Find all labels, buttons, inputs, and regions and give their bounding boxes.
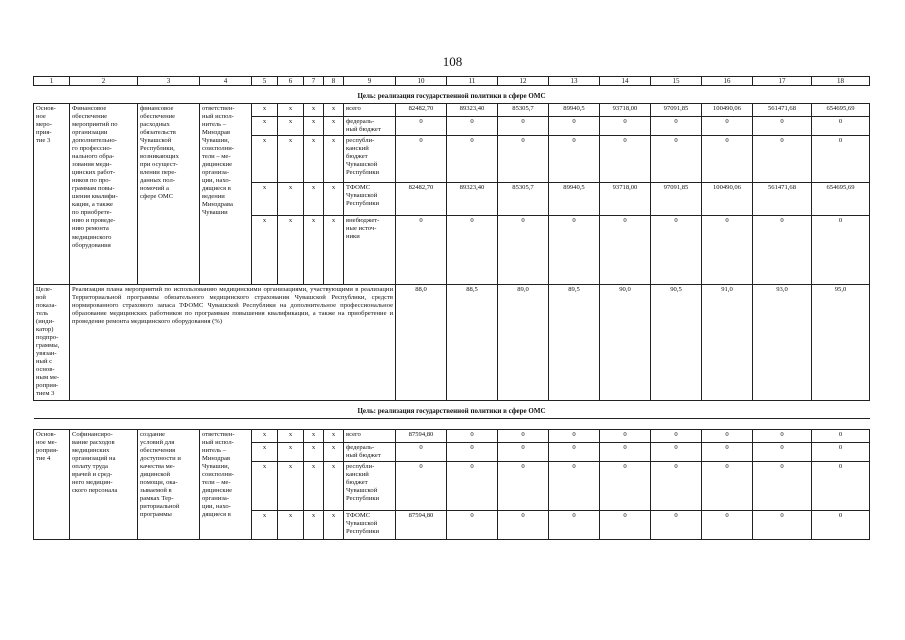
value-cell: 0: [812, 216, 870, 285]
value-cell: 82482,70: [396, 104, 447, 117]
value-cell: 0: [396, 117, 447, 136]
page-number: 108: [442, 54, 463, 69]
code-cell: х: [324, 104, 344, 117]
value-cell: 0: [549, 136, 600, 183]
code-cell: х: [324, 117, 344, 136]
funding-source: внебюджет- ные источ- ники: [344, 216, 396, 285]
value-cell: 0: [549, 117, 600, 136]
value-cell: 0: [651, 136, 702, 183]
value-cell: 0: [447, 136, 498, 183]
code-cell: х: [278, 442, 304, 461]
value-cell: 0: [549, 429, 600, 442]
column-header: 5: [252, 77, 278, 86]
value-cell: 0: [549, 510, 600, 539]
code-cell: х: [278, 216, 304, 285]
column-header: 12: [498, 77, 549, 86]
activity-description: Финансовое обеспечение мероприятий по организации дополнительно- го профессио- нального обра- зования меди- цинских работ- ников по про- граммам повы- шения квалифи- кации, а также по приобрете- нию и проведе- нию ремонта медицинского оборудования: [70, 104, 138, 285]
responsible-executor: ответствен- ный испол- нитель – Минздрав Чувашии, соисполни- тели – ме- дицинские организа- ции, нахо- дящиеся в: [200, 429, 252, 539]
code-cell: х: [324, 429, 344, 442]
value-cell: 0: [549, 442, 600, 461]
code-cell: х: [252, 429, 278, 442]
value-cell: 0: [651, 429, 702, 442]
column-header: 14: [600, 77, 651, 86]
code-cell: х: [304, 510, 324, 539]
funding-source: всего: [344, 429, 396, 442]
value-cell: 100490,06: [702, 104, 753, 117]
indicator-value: 88,0: [396, 285, 447, 400]
value-cell: 0: [702, 429, 753, 442]
column-header: 13: [549, 77, 600, 86]
funding-source: всего: [344, 104, 396, 117]
value-cell: 0: [651, 117, 702, 136]
value-cell: 0: [651, 510, 702, 539]
value-cell: 561471,68: [753, 104, 812, 117]
code-cell: х: [252, 442, 278, 461]
value-cell: 0: [447, 442, 498, 461]
value-cell: 0: [549, 461, 600, 510]
indicator-description: Реализация плана мероприятий по использованию медицинскими организациями, участвующими в реализации Территориальной программы обязательного медицинского страхования Чувашской Республики, средств нормированного страхового запаса ТФОМС Чувашской Республики на дополнительное профессиональное образование медицинских работников по программам повышения квалификации, а также на приобретение и проведение ремонта медицинского оборудования (%): [70, 285, 396, 400]
column-header: 8: [324, 77, 344, 86]
value-cell: 0: [753, 136, 812, 183]
value-cell: 0: [396, 136, 447, 183]
value-cell: 0: [600, 461, 651, 510]
value-cell: 0: [702, 136, 753, 183]
code-cell: х: [252, 136, 278, 183]
value-cell: 0: [600, 136, 651, 183]
indicator-row: [34, 285, 870, 400]
value-cell: 0: [812, 461, 870, 510]
code-cell: х: [324, 216, 344, 285]
code-cell: х: [252, 183, 278, 216]
value-cell: 0: [498, 442, 549, 461]
code-cell: х: [278, 429, 304, 442]
value-cell: 97091,85: [651, 104, 702, 117]
column-header-row: [34, 77, 870, 86]
value-cell: 0: [702, 461, 753, 510]
code-cell: х: [278, 104, 304, 117]
indicator-value: 95,0: [812, 285, 870, 400]
value-cell: 97091,85: [651, 183, 702, 216]
value-cell: 0: [812, 429, 870, 442]
value-cell: 654695,69: [812, 183, 870, 216]
goal-heading: Цель: реализация государственной политики в сфере ОМС: [34, 86, 870, 104]
value-cell: 100490,06: [702, 183, 753, 216]
value-cell: 0: [702, 117, 753, 136]
value-cell: 0: [753, 510, 812, 539]
code-cell: х: [324, 136, 344, 183]
activity-goal: создание условий для обеспечения доступности и качества ме- дицинской помощи, ока- зываемой в рамках Тер- риториальной программы: [138, 429, 200, 539]
value-cell: 0: [753, 442, 812, 461]
value-cell: 0: [498, 117, 549, 136]
value-cell: 0: [753, 429, 812, 442]
value-cell: 0: [498, 136, 549, 183]
column-header: 10: [396, 77, 447, 86]
value-cell: 89940,5: [549, 104, 600, 117]
code-cell: х: [278, 117, 304, 136]
code-cell: х: [304, 442, 324, 461]
code-cell: х: [278, 461, 304, 510]
value-cell: 85305,7: [498, 104, 549, 117]
code-cell: х: [304, 117, 324, 136]
activity-name: Основ- ное ме- роприя- тие 4: [34, 429, 70, 539]
value-cell: 0: [498, 216, 549, 285]
value-cell: 0: [549, 216, 600, 285]
value-cell: 0: [702, 442, 753, 461]
value-cell: 0: [651, 442, 702, 461]
value-cell: 0: [447, 429, 498, 442]
activity-goal: финансовое обеспечение расходных обязательств Чувашской Республики, возникающих при осущест- влении пере- данных пол- номочий а сфере ОМС: [138, 104, 200, 285]
code-cell: х: [304, 183, 324, 216]
column-header: 9: [344, 77, 396, 86]
goal-row: [34, 400, 870, 418]
value-cell: 561471,68: [753, 183, 812, 216]
program-table: [33, 76, 870, 540]
code-cell: х: [278, 510, 304, 539]
column-header: 4: [200, 77, 252, 86]
goal-row: [34, 86, 870, 104]
value-cell: 0: [447, 216, 498, 285]
code-cell: х: [324, 461, 344, 510]
indicator-name: Целе- вой показа- тель (инди- катор) подпро- граммы, увязан- ный с основ- ным ме- роприя- тием 3: [34, 285, 70, 400]
value-cell: 93718,00: [600, 183, 651, 216]
value-cell: 0: [396, 461, 447, 510]
indicator-value: 90,5: [651, 285, 702, 400]
funding-source: ТФОМС Чувашской Республики: [344, 510, 396, 539]
value-cell: 0: [600, 117, 651, 136]
column-header: 6: [278, 77, 304, 86]
spacer-row: [34, 418, 870, 429]
spacer: [34, 418, 870, 429]
code-cell: х: [324, 510, 344, 539]
column-header: 2: [70, 77, 138, 86]
code-cell: х: [304, 136, 324, 183]
column-header: 17: [753, 77, 812, 86]
responsible-executor: ответствен- ный испол- нитель – Минздрав Чувашии, соисполни- тели – ме- дицинские организа- ции, нахо- дящиеся в ведении Минздрава Чувашии: [200, 104, 252, 285]
goal-heading: Цель: реализация государственной политики в сфере ОМС: [34, 400, 870, 418]
value-cell: 87594,80: [396, 510, 447, 539]
code-cell: х: [252, 461, 278, 510]
activity-description: Софинансиро- вание расходов медицинских организаций на оплату труда врачей и сред- него медицин- ского персонала: [70, 429, 138, 539]
funding-source: республи- канский бюджет Чувашской Республики: [344, 461, 396, 510]
indicator-value: 93,0: [753, 285, 812, 400]
value-cell: 0: [600, 510, 651, 539]
value-cell: 0: [651, 216, 702, 285]
value-cell: 89940,5: [549, 183, 600, 216]
value-cell: 0: [498, 510, 549, 539]
value-cell: 0: [753, 117, 812, 136]
value-cell: 0: [498, 461, 549, 510]
value-cell: 0: [447, 461, 498, 510]
code-cell: х: [304, 461, 324, 510]
value-cell: 0: [600, 216, 651, 285]
value-cell: 0: [812, 510, 870, 539]
column-header: 11: [447, 77, 498, 86]
code-cell: х: [252, 216, 278, 285]
table-row: [34, 104, 870, 117]
table-row: [34, 429, 870, 442]
value-cell: 0: [498, 429, 549, 442]
code-cell: х: [304, 216, 324, 285]
value-cell: 0: [812, 136, 870, 183]
code-cell: х: [278, 136, 304, 183]
column-header: 18: [812, 77, 870, 86]
value-cell: 0: [753, 461, 812, 510]
value-cell: 0: [812, 117, 870, 136]
indicator-value: 88,5: [447, 285, 498, 400]
indicator-value: 89,0: [498, 285, 549, 400]
code-cell: х: [304, 104, 324, 117]
column-header: 15: [651, 77, 702, 86]
code-cell: х: [278, 183, 304, 216]
indicator-value: 89,5: [549, 285, 600, 400]
code-cell: х: [252, 117, 278, 136]
value-cell: 0: [447, 117, 498, 136]
value-cell: 0: [812, 442, 870, 461]
value-cell: 89323,40: [447, 104, 498, 117]
code-cell: х: [324, 442, 344, 461]
value-cell: 654695,69: [812, 104, 870, 117]
column-header: 7: [304, 77, 324, 86]
activity-name: Основ- ное меро- прия- тие 3: [34, 104, 70, 285]
code-cell: х: [304, 429, 324, 442]
indicator-value: 91,0: [702, 285, 753, 400]
indicator-value: 90,0: [600, 285, 651, 400]
code-cell: х: [252, 510, 278, 539]
value-cell: 85305,7: [498, 183, 549, 216]
value-cell: 93718,00: [600, 104, 651, 117]
column-header: 1: [34, 77, 70, 86]
value-cell: 0: [447, 510, 498, 539]
value-cell: 89323,40: [447, 183, 498, 216]
funding-source: республи- канский бюджет Чувашской Республики: [344, 136, 396, 183]
value-cell: 0: [600, 429, 651, 442]
code-cell: х: [324, 183, 344, 216]
value-cell: 0: [651, 461, 702, 510]
value-cell: 0: [702, 216, 753, 285]
value-cell: 0: [396, 216, 447, 285]
value-cell: 0: [702, 510, 753, 539]
value-cell: 0: [600, 442, 651, 461]
funding-source: ТФОМС Чувашской Республики: [344, 183, 396, 216]
value-cell: 0: [396, 442, 447, 461]
value-cell: 82482,70: [396, 183, 447, 216]
column-header: 16: [702, 77, 753, 86]
column-header: 3: [138, 77, 200, 86]
funding-source: федераль- ный бюджет: [344, 442, 396, 461]
funding-source: федераль- ный бюджет: [344, 117, 396, 136]
value-cell: 87594,80: [396, 429, 447, 442]
code-cell: х: [252, 104, 278, 117]
value-cell: 0: [753, 216, 812, 285]
